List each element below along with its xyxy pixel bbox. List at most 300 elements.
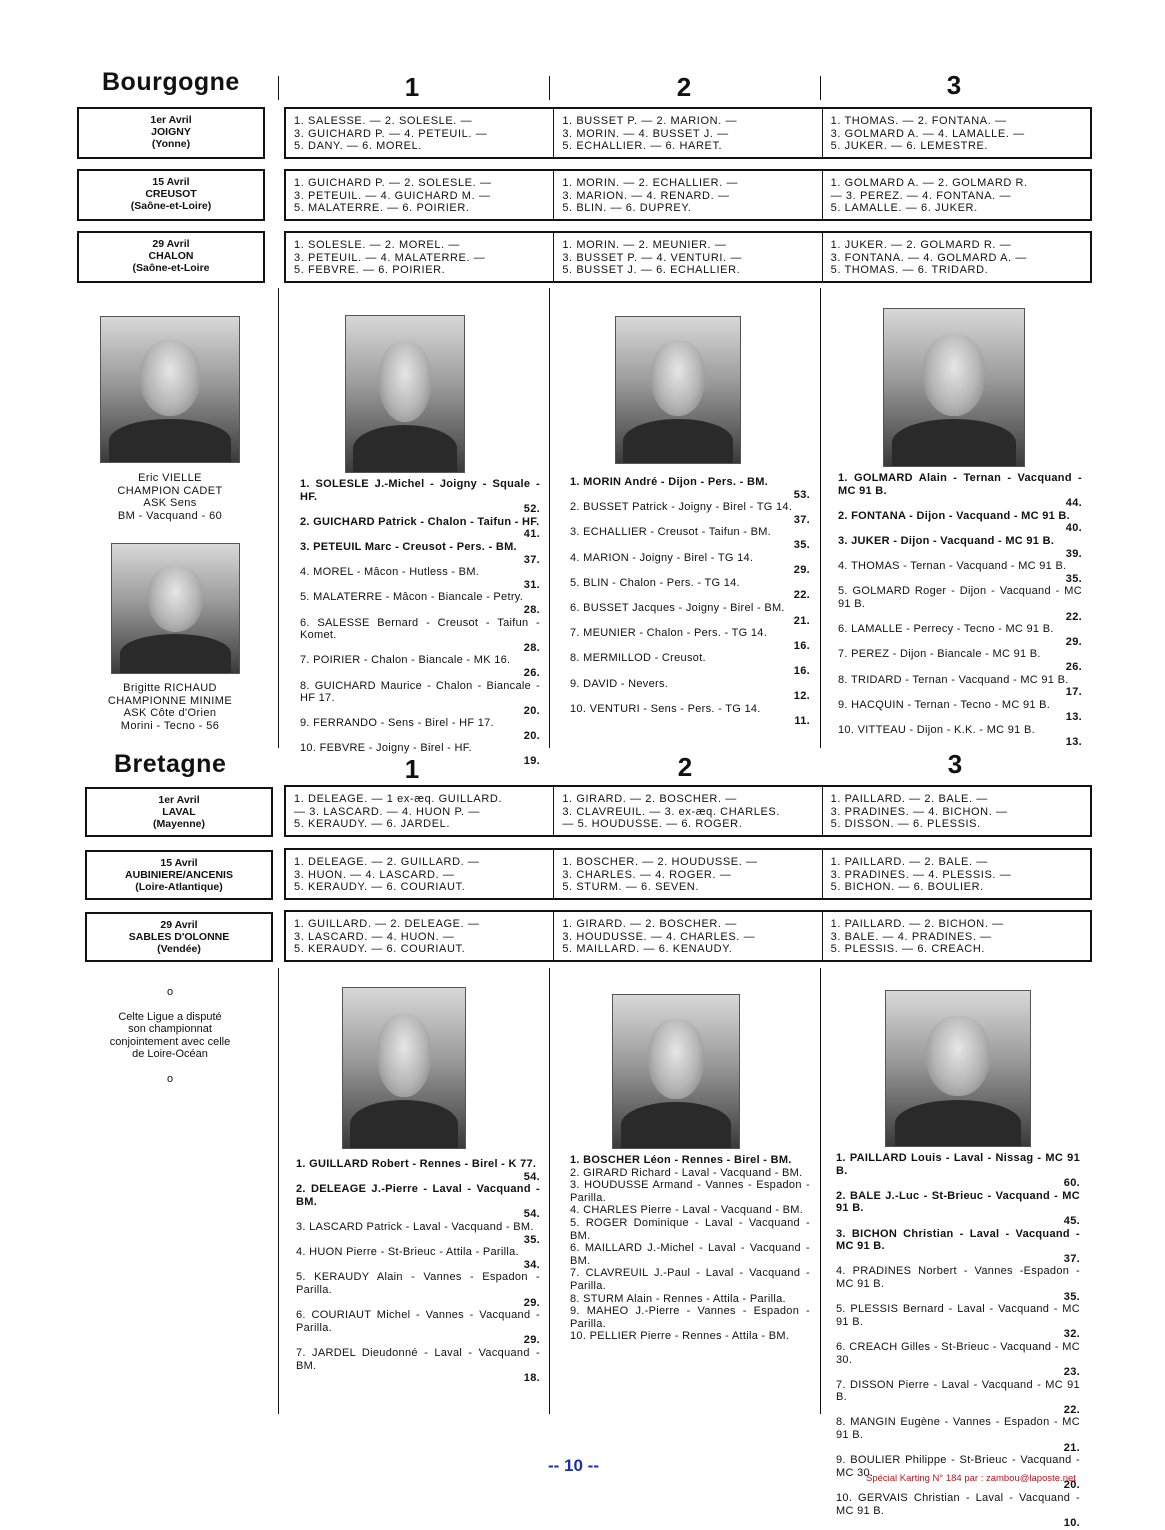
driver-points: 28. [523,641,540,654]
driver-details: - Laval - Vacquand - MC 91 B. [836,1303,1080,1328]
column-divider [820,288,821,748]
standing-rank: 5. [838,585,853,598]
driver-name: GOLMARD Alain [853,472,954,484]
standing-rank: 9. [836,1454,851,1467]
driver-name: BUSSET Patrick [583,501,672,514]
driver-points: 26. [1065,660,1082,673]
driver-points: 32. [1063,1328,1080,1341]
driver-points: 53. [793,488,810,501]
race-result-3: 1. PAILLARD. — 2. BICHON. — 3. BALE. — 4. PRADINES. — 5. PLESSIS. — 6. CREACH. [830,918,1004,955]
race-result-3: 1. GOLMARD A. — 2. GOLMARD R. — 3. PEREZ. — 4. FONTANA. — 5. LAMALLE. — 6. JUKER. [830,177,1028,214]
standing-entry [836,1416,1080,1454]
driver-name: DELEAGE J.-Pierre [310,1183,424,1196]
photo-winner-col3 [883,308,1025,467]
driver-details: - Laval - Vacquand - MC 91 B. [836,1378,1080,1404]
standing-entry [570,703,810,728]
driver-points: 35. [1065,572,1082,585]
driver-points: 54. [523,1170,540,1183]
race-result-2: 1. MORIN. — 2. ECHALLIER. — 3. MARION. — 4. RENARD. — 5. BLIN. — 6. DUPREY. [554,171,822,219]
column-number-2: 2 [677,752,693,782]
standing-entry [300,591,540,616]
race-result-1: 1. GUICHARD P. — 2. SOLESLE. — 3. PETEUIL. — 4. GUICHARD M. — 5. MALATERRE. — 6. POIRIER. [286,171,554,219]
driver-details: - Ternan - Vacquand - MC 91 B. [903,560,1067,573]
standing-rank: 1. [838,472,854,484]
driver-details: - Ternan - Vacquand - MC 91 B. [905,673,1069,686]
driver-details: - Laval - Vacquand - BM. [674,1166,803,1179]
race-result-2: 1. GIRARD. — 2. BOSCHER. — 3. HOUDUSSE. — 4. CHARLES. — 5. MAILLARD. — 6. KENAUDY. [554,912,822,960]
event-place: LAVAL [162,806,196,818]
driver-name: BLIN [583,576,613,589]
standing-entry [300,566,540,591]
standing-rank: 6. [570,601,584,614]
driver-details: - Mâcon - Biancale - Petry. [385,591,524,604]
driver-points: 60. [1063,1177,1080,1190]
photo-winner-col2 [615,316,741,464]
driver-details: - Joigny - Squale - HF. [300,478,540,503]
standing-rank: 10. [570,1330,590,1343]
column-number-3: 3 [947,749,963,779]
standing-rank: 9. [570,677,584,690]
race-results-laval [284,785,1092,837]
driver-name: PLESSIS Bernard [850,1303,949,1316]
event-date: 1er Avril [158,794,200,806]
standing-entry [838,724,1082,749]
standing-rank: 9. [300,717,314,730]
standing-rank: 7. [570,627,584,640]
driver-name: PETEUIL Marc [313,540,396,553]
driver-name: COURIAUT Michel [311,1309,417,1322]
driver-name: HOUDUSSE Armand [584,1179,698,1192]
standing-rank: 4. [296,1246,310,1259]
driver-details: - Ternan - Vacquand - MC 91 B. [838,472,1082,497]
column-divider [549,968,550,1414]
standing-entry [296,1309,540,1347]
driver-points: 40. [1065,522,1082,535]
driver-points: 39. [1065,547,1082,560]
driver-points: 21. [1063,1441,1080,1454]
standing-rank: 2. [836,1189,850,1202]
standing-entry [838,535,1082,560]
footer-credit: Spécial Karting N° 184 par : zambou@laposte.net [866,1473,1076,1484]
driver-details: - Creusot - Pers. - BM. [395,540,517,553]
standing-rank: 9. [570,1305,587,1318]
driver-name: MALATERRE [313,591,386,604]
standing-rank: 1. [296,1158,310,1170]
driver-details: - Vannes - Espadon - Parilla. [570,1305,811,1330]
race-result-3: 1. THOMAS. — 2. FONTANA. — 3. GOLMARD A. — 4. LAMALLE. — 5. JUKER. — 6. LEMESTRE. [830,115,1025,152]
event-date: 29 Avril [160,919,198,931]
standing-entry [570,476,810,501]
driver-points: 35. [1063,1290,1080,1303]
driver-details: - Vannes - Espadon - Parilla. [570,1179,810,1204]
standing-entry [570,627,810,652]
column-number-1: 1 [404,72,420,102]
standing-entry [300,541,540,566]
driver-name: THOMAS [850,560,904,573]
standing-entry [300,478,540,516]
driver-points: 12. [793,690,810,703]
driver-details: - Rennes - Birel - BM. [674,1154,792,1166]
standing-entry [570,1267,810,1292]
driver-name: BOSCHER Léon [583,1154,675,1166]
driver-name: MEUNIER [583,627,640,640]
driver-details: - Laval - Vacquand - BM. [405,1220,534,1233]
driver-name: BALE J.-Luc [849,1189,924,1202]
race-results-aubiniere [284,848,1092,900]
note-bullet: o [166,986,174,998]
event-box-sables [85,912,273,962]
driver-details: - Creusot. [654,652,706,665]
standing-entry [836,1492,1080,1530]
event-box-aubiniere [85,850,273,900]
photo-winner-col1 [345,315,465,473]
standing-entry [300,717,540,742]
driver-points: 54. [523,1208,540,1221]
standing-rank: 8. [838,673,851,686]
event-box-joigny [77,107,265,159]
driver-details: - Chalon - Biancale - HF 17. [300,679,540,705]
standing-entry [296,1246,540,1271]
standings-bretagne-col2 [570,1154,810,1343]
column-number-2: 2 [676,72,692,102]
driver-details: - Dijon - K.K. - MC 91 B. [909,723,1035,736]
driver-details: - Dijon - Pers. - BM. [660,476,769,488]
driver-details: - Vannes - Espadon - Parilla. [296,1271,540,1296]
driver-name: LAMALLE [851,623,907,636]
driver-details: - Joigny - Birel - BM. [678,601,785,614]
driver-details: - Chalon - Biancale - MK 16. [363,654,511,667]
driver-details: - Dijon - Vacquand - MC 91 B. [838,585,1083,610]
standing-entry [570,577,810,602]
driver-points: 29. [793,564,810,577]
driver-name: MOREL [313,566,357,579]
event-dept: (Mayenne) [153,818,205,830]
event-place: CHALON [148,250,194,262]
column-number-3: 3 [946,70,962,100]
standing-rank: 10. [300,742,320,755]
event-box-chalon [77,231,265,283]
column-divider [549,288,550,748]
standing-entry [570,1305,810,1330]
event-dept: (Saône-et-Loire) [130,200,212,212]
event-dept: (Loire-Atlantique) [135,881,223,893]
driver-name: GOLMARD Roger [852,585,952,598]
standing-entry [570,1204,810,1217]
standing-entry [836,1303,1080,1341]
driver-details: - Rennes - Attila - Parilla. [655,1292,786,1305]
standing-entry [570,1167,810,1180]
event-place: JOIGNY [151,126,191,138]
driver-points: 22. [793,589,810,602]
standing-rank: 2. [570,501,584,514]
note-bullet: o [166,1072,174,1085]
standing-entry [296,1347,540,1385]
standing-entry [838,472,1082,510]
race-result-3: 1. PAILLARD. — 2. BALE. — 3. PRADINES. — 4. BICHON. — 5. DISSON. — 6. PLESSIS. [830,793,1008,830]
standing-rank: 3. [570,526,584,539]
standing-rank: 8. [836,1416,851,1429]
standing-entry [838,623,1082,648]
standing-rank: 5. [570,576,584,589]
standing-rank: 1. [570,476,584,488]
driver-details: - Laval - Vacquand - BM. [296,1183,540,1208]
driver-details: - Laval - Vacquand - MC 91 B. [836,1227,1080,1253]
standing-entry [570,1293,810,1306]
race-results-chalon [284,231,1092,283]
driver-details: - St-Brieuc - Vacquand - MC 30. [836,1454,1080,1479]
standing-entry [570,1154,810,1167]
race-results-creusot [284,169,1092,221]
driver-details: - Vannes - Vacquand - Parilla. [296,1309,541,1334]
column-divider [278,968,279,1414]
driver-details: - Joigny - Birel - HF. [368,742,472,755]
standing-entry [836,1379,1080,1417]
standing-entry [838,648,1082,673]
standing-rank: 6. [838,623,852,636]
standing-entry [570,652,810,677]
driver-name: JUKER [851,534,894,547]
photo-winner-col1 [342,987,466,1149]
driver-points: 52. [523,503,540,516]
standing-entry [300,654,540,679]
standing-rank: 2. [838,509,852,522]
driver-details: - Joigny - Birel - TG 14. [671,501,793,514]
driver-points: 29. [523,1334,540,1347]
driver-name: LASCARD Patrick [309,1220,406,1233]
driver-details: - St-Brieuc - Attila - Parilla. [380,1246,519,1259]
standing-entry [838,699,1082,724]
driver-name: PELLIER Pierre [589,1330,675,1343]
standing-entry [838,674,1082,699]
driver-name: KERAUDY Alain [314,1271,412,1284]
header-divider [820,76,821,100]
caption-champion-minime: Brigitte RICHAUD CHAMPIONNE MINIME ASK Côte d'Orien Morini - Tecno - 56 [107,682,233,732]
race-result-3: 1. JUKER. — 2. GOLMARD R. — 3. FONTANA. — 4. GOLMARD A. — 5. THOMAS. — 6. TRIDARD. [830,239,1027,276]
driver-points: 13. [1065,736,1082,749]
standing-rank: 8. [570,652,584,665]
driver-details: - Laval - Vacquand - MC 91 B. [836,1492,1080,1517]
driver-points: 23. [1063,1366,1080,1379]
driver-details: - Sens - Pers. - TG 14. [643,702,761,715]
driver-details: - Laval - Nissag - MC 91 B. [836,1152,1080,1177]
standing-entry [838,510,1082,535]
driver-points: 34. [523,1258,540,1271]
photo-champion-cadet [100,316,240,463]
standing-rank: 6. [836,1340,850,1353]
driver-name: BUSSET Jacques [583,601,679,614]
race-result-1: 1. GUILLARD. — 2. DELEAGE. — 3. LASCARD. — 4. HUON. — 5. KERAUDY. — 6. COURIAUT. [286,912,554,960]
driver-name: CLAVREUIL J.-Paul [585,1267,697,1280]
standing-rank: 4. [838,560,851,573]
driver-name: CREACH Gilles [849,1340,934,1353]
region-title-bourgogne: Bourgogne [102,68,240,96]
driver-points: 20. [1063,1479,1080,1492]
standing-rank: 5. [836,1303,851,1316]
standing-rank: 2. [296,1183,311,1196]
standing-rank: 7. [836,1378,850,1391]
standing-rank: 10. [570,702,590,715]
driver-details: - Dijon - Vacquand - MC 91 B. [909,509,1071,522]
driver-points: 44. [1065,497,1082,510]
standing-rank: 3. [296,1220,310,1233]
standing-entry [838,585,1082,623]
driver-points: 37. [523,553,540,566]
standing-rank: 5. [300,591,314,604]
standing-rank: 6. [570,1242,585,1255]
photo-champion-minime [111,543,240,674]
driver-details: - Chalon - Taifun - HF. [420,515,540,528]
driver-points: 19. [523,755,540,768]
standing-entry [570,501,810,526]
driver-details: - Chalon - Pers. - TG 14. [639,627,768,640]
event-dept: (Vendée) [157,943,201,955]
event-date: 15 Avril [160,857,198,869]
driver-details: - Rennes - Birel - K 77. [412,1158,537,1170]
driver-points: 29. [1065,635,1082,648]
standing-entry [570,1217,810,1242]
column-divider [278,288,279,748]
driver-details: - Vannes - Espadon - MC 91 B. [836,1416,1080,1442]
driver-name: FONTANA [851,509,910,522]
driver-points: 37. [793,513,810,526]
driver-name: ECHALLIER [583,526,651,539]
standing-entry [296,1271,540,1309]
driver-name: BICHON Christian [851,1227,960,1240]
standing-entry [570,678,810,703]
standing-entry [300,617,540,655]
driver-name: GUICHARD Maurice [314,679,427,692]
driver-points: 18. [523,1372,540,1385]
driver-points: 17. [1065,686,1082,699]
driver-details: - St-Brieuc - Vacquand - MC 30. [836,1340,1080,1366]
driver-name: HUON Pierre [309,1246,381,1259]
driver-points: 21. [793,614,810,627]
driver-name: POIRIER [313,654,364,667]
race-result-1: 1. SALESSE. — 2. SOLESLE. — 3. GUICHARD P. — 4. PETEUIL. — 5. DANY. — 6. MOREL. [286,109,554,157]
driver-name: DISSON Pierre [849,1378,934,1391]
driver-points: 31. [523,578,540,591]
race-result-2: 1. BOSCHER. — 2. HOUDUSSE. — 3. CHARLES. — 4. ROGER. — 5. STURM. — 6. SEVEN. [554,850,822,898]
event-date: 1er Avril [150,114,192,126]
driver-name: PAILLARD Louis [849,1152,946,1164]
event-dept: (Yonne) [151,138,191,150]
driver-name: GERVAIS Christian [858,1492,966,1505]
driver-details: - Laval - Vacquand - Parilla. [570,1267,810,1292]
standing-rank: 1. [836,1152,850,1164]
driver-details: - Creusot - Taifun - BM. [650,526,772,539]
race-result-2: 1. MORIN. — 2. MEUNIER. — 3. BUSSET P. — 4. VENTURI. — 5. BUSSET J. — 6. ECHALLIER. [554,233,822,281]
driver-points: 20. [523,704,540,717]
event-box-laval [85,787,273,837]
driver-details: - Laval - Vacquand - BM. [570,1216,810,1242]
standing-rank: 3. [300,540,314,553]
standing-rank: 6. [300,616,318,629]
photo-winner-col3 [885,990,1031,1147]
standing-rank: 8. [300,679,315,692]
standing-rank: 3. [836,1227,852,1240]
league-note: o Celte Ligue a disputé son championnat conjointement avec celle de Loire-Océan o [95,986,245,1085]
race-result-2: 1. BUSSET P. — 2. MARION. — 3. MORIN. — 4. BUSSET J. — 5. ECHALLIER. — 6. HARET. [554,109,822,157]
standing-entry [838,560,1082,585]
standing-rank: 10. [836,1492,859,1505]
standing-rank: 4. [300,566,314,579]
driver-points: 35. [523,1233,540,1246]
race-result-1: 1. DELEAGE. — 2. GUILLARD. — 3. HUON. — 4. LASCARD. — 5. KERAUDY. — 6. COURIAUT. [286,850,554,898]
driver-name: DAVID [583,677,621,690]
standing-entry [296,1158,540,1183]
driver-details: - Creusot - Taifun - Komet. [300,616,540,642]
driver-details: - Sens - Birel - HF 17. [380,717,494,730]
driver-details: - Dijon - Vacquand - MC 91 B. [893,534,1055,547]
driver-points: 11. [794,715,810,728]
driver-name: GIRARD Richard [583,1166,675,1179]
driver-name: MANGIN Eugène [850,1416,945,1429]
driver-name: HACQUIN [851,698,908,711]
driver-name: ROGER Dominique [585,1216,696,1229]
standing-rank: 4. [836,1265,853,1278]
driver-points: 16. [793,639,810,652]
driver-details: - Laval - Vacquand - BM. [675,1204,804,1217]
standing-entry [570,602,810,627]
standing-rank: 7. [296,1346,313,1359]
column-divider [820,968,821,1414]
driver-details: - Nevers. [620,677,669,690]
standings-bourgogne-col1 [300,478,540,768]
standing-entry [836,1341,1080,1379]
driver-name: GUICHARD Patrick [313,515,421,528]
driver-points: 29. [523,1296,540,1309]
standing-entry [300,516,540,541]
driver-details: - Laval - Vacquand - BM. [296,1346,540,1372]
driver-points: 37. [1063,1252,1080,1265]
driver-name: MORIN André [583,476,661,488]
standing-rank: 3. [570,1179,585,1192]
driver-points: 20. [523,729,540,742]
driver-name: GUILLARD Robert [309,1158,413,1170]
standing-rank: 4. [570,1204,584,1217]
standing-entry [836,1228,1080,1266]
driver-points: 26. [523,666,540,679]
header-divider [278,76,279,100]
standing-rank: 5. [570,1216,586,1229]
standing-entry [836,1190,1080,1228]
driver-name: CHARLES Pierre [583,1204,676,1217]
driver-name: MAILLARD J.-Michel [584,1242,700,1255]
driver-points: 10. [1063,1517,1080,1530]
driver-name: SALESSE Bernard [317,616,427,629]
driver-name: STURM Alain [583,1292,656,1305]
page-number: -- 10 -- [548,1456,599,1475]
driver-points: 28. [523,603,540,616]
race-result-2: 1. GIRARD. — 2. BOSCHER. — 3. CLAVREUIL. — 3. ex-æq. CHARLES. — 5. HOUDUSSE. — 6. ROGER. [554,787,822,835]
header-divider [549,76,550,100]
driver-name: VITTEAU [857,723,910,736]
driver-name: PEREZ [851,648,893,661]
race-result-1: 1. DELEAGE. — 1 ex-æq. GUILLARD. — 3. LASCARD. — 4. HUON P. — 5. KERAUDY. — 6. JARDEL. [286,787,554,835]
standing-rank: 4. [570,551,584,564]
driver-name: SOLESLE J.-Michel [315,478,431,490]
driver-details: - Chalon - Pers. - TG 14. [612,576,740,589]
driver-details: - Perrecy - Tecno - MC 91 B. [906,623,1054,636]
region-title-bretagne: Bretagne [114,750,227,778]
driver-details: - St-Brieuc - Vacquand - MC 91 B. [836,1189,1080,1215]
driver-points: 45. [1063,1214,1080,1227]
driver-details: - Joigny - Birel - TG 14. [632,551,754,564]
standing-entry [570,1330,810,1343]
standing-rank: 9. [838,698,852,711]
photo-winner-col2 [612,994,740,1149]
driver-name: PRADINES Norbert [852,1265,964,1278]
